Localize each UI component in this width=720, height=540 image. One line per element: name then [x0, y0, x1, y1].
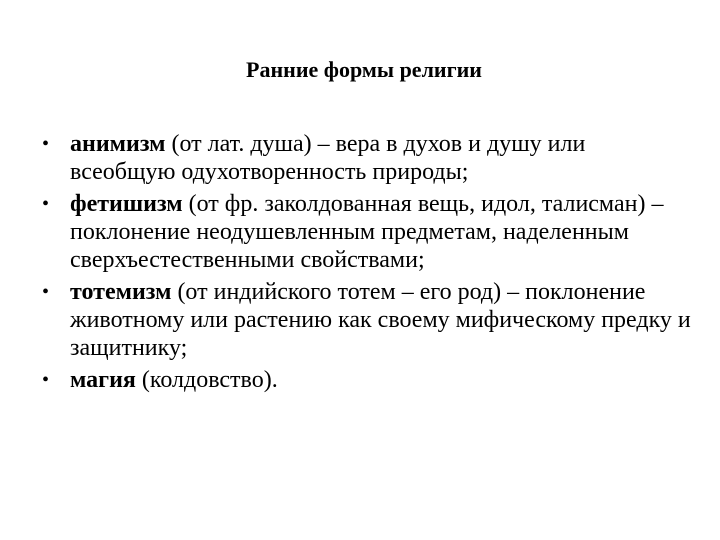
- bullet-list: [42, 130, 692, 398]
- bullet-icon: •: [42, 193, 50, 215]
- definition-totemism: (от индийского тотем – его род) – поклонение животному или растению как своему мифическому предку и защитнику;: [70, 279, 691, 361]
- list-item-magic: [42, 366, 692, 394]
- term-totemism: тотемизм: [70, 279, 172, 305]
- bullet-icon: •: [42, 133, 50, 155]
- list-item-animism: [42, 130, 692, 186]
- list-item-totemism: [42, 278, 692, 362]
- term-animism: анимизм: [70, 131, 166, 157]
- slide-title: Ранние формы религии: [246, 57, 482, 82]
- term-magic: магия: [70, 367, 136, 393]
- bullet-icon: •: [42, 369, 50, 391]
- definition-fetishism: (от фр. заколдованная вещь, идол, талисман) – поклонение неодушевленным предметам, наделенным сверхъестественными свойствами;: [70, 191, 664, 273]
- definition-magic: (колдовство).: [135, 367, 278, 393]
- term-fetishism: фетишизм: [70, 191, 183, 217]
- definition-animism: (от лат. душа) – вера в духов и душу или всеобщую одухотворенность природы;: [70, 131, 586, 185]
- bullet-icon: •: [42, 281, 50, 303]
- list-item-fetishism: [42, 190, 692, 274]
